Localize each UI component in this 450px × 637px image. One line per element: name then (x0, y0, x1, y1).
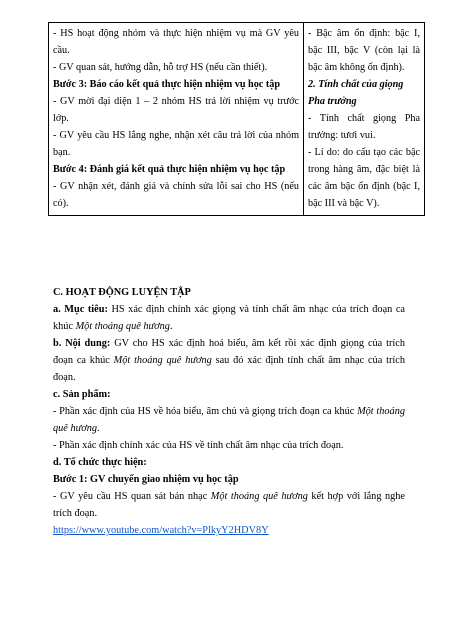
punctuation: . (97, 423, 100, 434)
content-text-end: sau đó xác định tính chất âm nhạc của trích đoạn. (53, 355, 405, 383)
section-heading: C. HOẠT ĐỘNG LUYỆN TẬP (53, 287, 191, 298)
content-text: GV cho HS xác định hoá biểu, âm kết rồi xác định giọng của trích đoạn ca khúc (53, 338, 405, 366)
content-paragraph (53, 335, 405, 386)
product-cell (304, 23, 425, 216)
table-row (49, 23, 425, 216)
step-heading: Bước 1: GV chuyển giao nhiệm vụ học tập (53, 474, 239, 485)
list-item: - GV nhận xét, đánh giá và chính sửa lỗi sai cho HS (nếu có). (53, 181, 299, 209)
objective-label: a. Mục tiêu: (53, 304, 108, 315)
step-text (53, 488, 405, 522)
practice-section (53, 284, 405, 539)
step-heading: Bước 4: Đánh giá kết quả thực hiện nhiệm vụ học tập (53, 164, 286, 175)
content-label: b. Nội dung: (53, 338, 111, 349)
list-item: - Tính chất giọng Pha trưởng: tươi vui. (308, 113, 420, 141)
list-item: - GV mời đại diện 1 – 2 nhóm HS trả lời nhiệm vụ trước lớp. (53, 96, 299, 124)
punctuation: . (169, 321, 173, 332)
list-item: - Bậc âm ổn định: bậc I, bậc III, bậc V (còn lại là bậc âm không ổn định). (308, 28, 420, 73)
video-link-line (53, 522, 405, 539)
song-title: Một thoáng quê hương (75, 321, 170, 332)
list-item: - Lí do: do cấu tạo các bậc trong hàng âm, đặc biệt là các âm bậc ổn định (bậc I, bậc III và bậc V). (308, 147, 420, 209)
song-title: Một thoáng quê hương (53, 406, 406, 434)
list-item: - HS hoạt động nhóm và thực hiện nhiệm vụ mà GV yêu cầu. (53, 28, 299, 56)
objective-text: HS xác định chính xác giọng và tính chất âm nhạc của trích đoạn ca khúc (53, 304, 405, 332)
product-item: - Phần xác định chính xác của HS về tính chất âm nhạc của trích đoạn. (53, 440, 344, 451)
subheading: 2. Tính chất của giọng Pha trưởng (308, 79, 404, 107)
activity-table (48, 22, 425, 216)
product-label: c. Sản phẩm: (53, 389, 111, 400)
organization-label: d. Tổ chức thực hiện: (53, 457, 147, 468)
teacher-activity-cell (49, 23, 304, 216)
song-title: Một thoáng quê hương (113, 355, 212, 366)
list-item: - GV quan sát, hướng dẫn, hỗ trợ HS (nếu cần thiết). (53, 62, 268, 73)
list-item: - GV yêu cầu HS lắng nghe, nhận xét câu trả lời của nhóm bạn. (53, 130, 299, 158)
song-title: Một thoáng quê hương (210, 491, 308, 502)
step-text-end: kết hợp với lắng nghe trích đoạn. (53, 491, 405, 519)
objective-paragraph (53, 301, 405, 335)
step-heading: Bước 3: Báo cáo kết quả thực hiện nhiệm vụ học tập (53, 79, 281, 90)
product-item (53, 403, 405, 437)
product-text: - Phần xác định của HS về hóa biểu, âm chủ và giọng trích đoạn ca khúc (53, 406, 358, 417)
step-text-start: - GV yêu cầu HS quan sát bản nhạc (53, 491, 211, 502)
video-link[interactable]: https://www.youtube.com/watch?v=PlkyY2HDV8Y (53, 525, 269, 536)
